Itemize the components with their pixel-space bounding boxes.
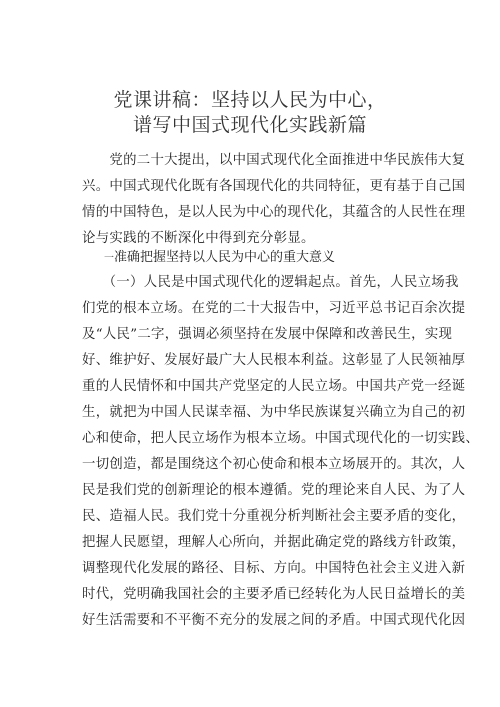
section-heading: [104, 248, 335, 269]
body-line: 生，就把为中国人民谋幸福、为中华民族谋复兴确立为自己的初: [82, 405, 466, 420]
body-line: 及“人民”二字，强调必须坚持在发展中保障和改善民生，实现: [82, 327, 453, 342]
intro-line: 兴。中国式现代化既有各国现代化的共同特征，更有基于自己国: [82, 179, 466, 194]
intro-line: 党的二十大提出，以中国式现代化全面推进中华民族伟大复: [82, 153, 466, 168]
body-line: 心和使命，把人民立场作为根本立场。中国式现代化的一切实践、: [82, 431, 480, 446]
intro-line: 论与实践的不断深化中得到充分彰显。: [82, 231, 315, 246]
intro-paragraph: [82, 148, 466, 252]
body-line: 把握人民愿望，理解人心所向，并据此确定党的路线方针政策，: [82, 535, 466, 550]
body-line: 民是我们党的创新理论的根本遵循。党的理论来自人民、为了人: [82, 483, 466, 498]
section-number: 一: [104, 253, 114, 264]
section-heading-text: 准确把握坚持以人民为中心的重大意义: [114, 250, 336, 265]
body-line: 们党的根本立场。在党的二十大报告中，习近平总书记百余次提: [82, 301, 466, 316]
body-line: 一切创造，都是围绕这个初心使命和根本立场展开的。其次，人: [82, 457, 466, 472]
body-line: 好生活需要和不平衡不充分的发展之间的矛盾。中国式现代化因: [82, 613, 466, 628]
body-line: 好、维护好、发展好最广大人民根本利益。这彰显了人民领袖厚: [82, 353, 466, 368]
body-paragraph: [82, 270, 480, 634]
document-title-line-1: 党课讲稿：坚持以人民为中心，: [113, 89, 387, 111]
body-line: 重的人民情怀和中国共产党坚定的人民立场。中国共产党一经诞: [82, 379, 466, 394]
body-line: （一）人民是中国式现代化的逻辑起点。首先，人民立场我: [82, 275, 459, 290]
body-line: 民、造福人民。我们党十分重视分析判断社会主要矛盾的变化，: [82, 509, 466, 524]
body-line: 时代，党明确我国社会的主要矛盾已经转化为人民日益增长的美: [82, 587, 466, 602]
document-title-line-2: 谱写中国式现代化实践新篇: [132, 114, 367, 136]
body-line: 调整现代化发展的路径、目标、方向。中国特色社会主义进入新: [82, 561, 466, 576]
intro-line: 情的中国特色，是以人民为中心的现代化，其蕴含的人民性在理: [82, 205, 466, 220]
